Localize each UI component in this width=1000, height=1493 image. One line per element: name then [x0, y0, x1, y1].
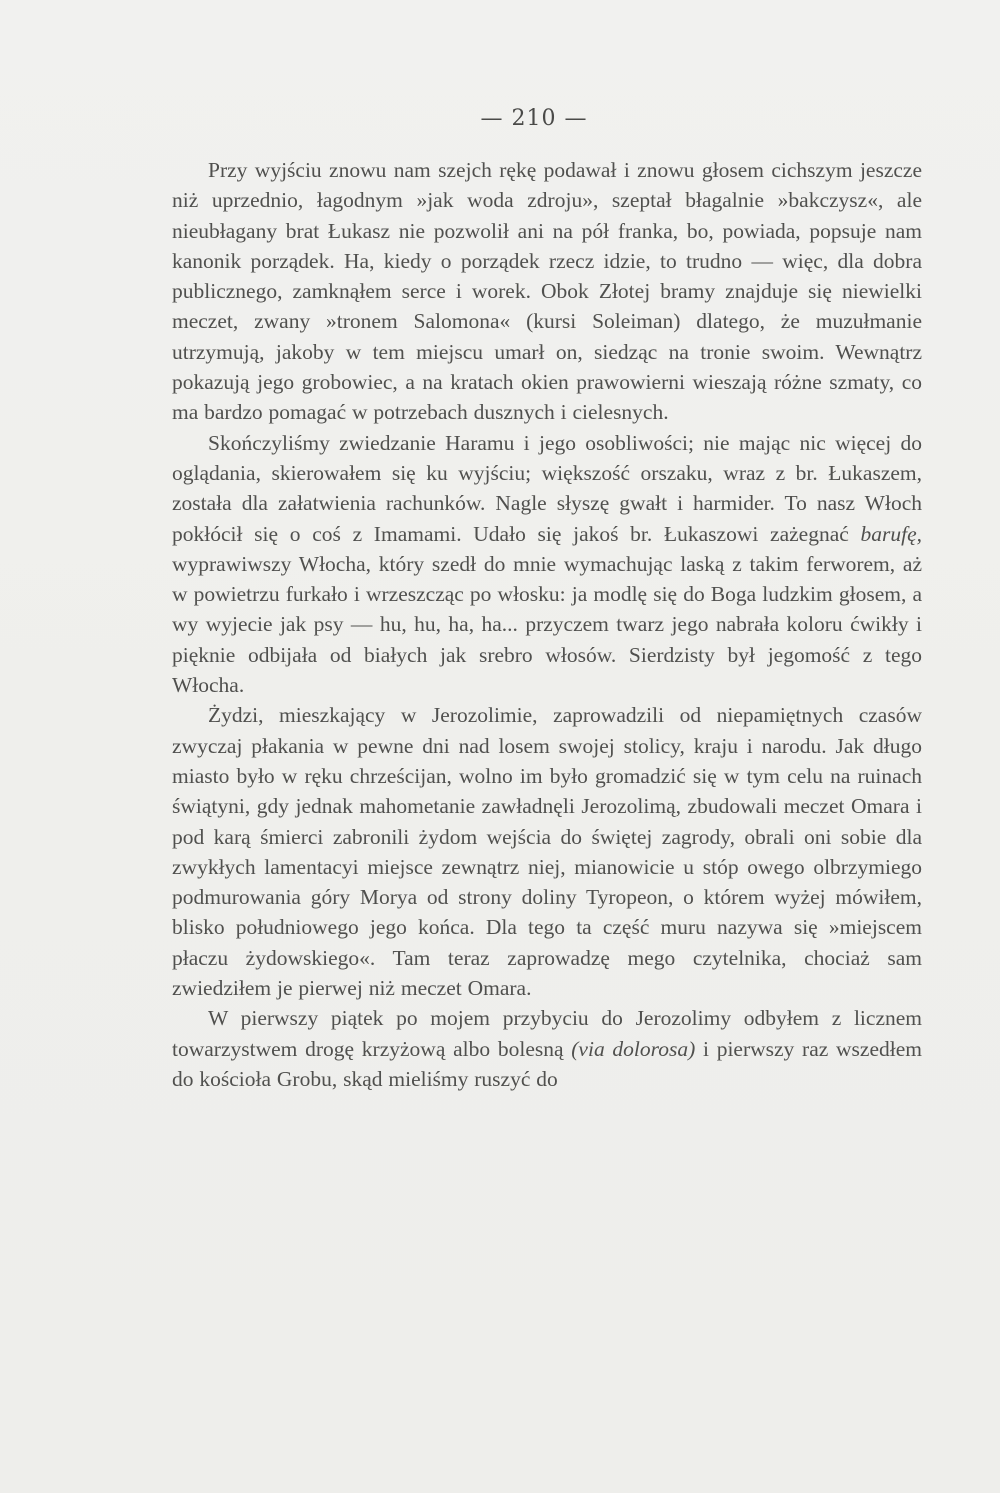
paragraph-4-italic: (via dolorosa) [571, 1036, 696, 1061]
paragraph-2-start: Skończyliśmy zwiedzanie Haramu i jego osobliwości; nie mając nic więcej do oglądania, skierowałem się ku wyjściu; większość orszaku, wraz z br. Łukaszem, została dla załatwienia rachunków. Nagle słyszę gwałt i harmider. To nasz Włoch pokłócił się o coś z Imamami. Udało się jakoś br. Łukaszowi zażegnać [172, 430, 922, 546]
paragraph-2-italic: barufę, [860, 521, 922, 546]
paragraph-3: Żydzi, mieszkający w Jerozolimie, zaprowadzili od niepamiętnych czasów zwyczaj płakania w pewne dni nad losem swojej stolicy, kraju i narodu. Jak długo miasto było w ręku chrześcijan, wolno im było gromadzić się w tym celu na ruinach świątyni, gdy jednak mahometanie zawładnęli Jerozolimą, zbudowali meczet Omara i pod karą śmierci zabronili żydom wejścia do świętej zagrody, obrali oni sobie dla zwykłych lamentacyi miejsce zewnątrz niej, mianowicie u stóp owego olbrzymiego podmurowania góry Morya od strony doliny Tyropeon, o którem wyżej mówiłem, blisko południowego jego końca. Dla tego ta część muru nazywa się »miejscem płaczu żydowskiego«. Tam teraz zaprowadzę mego czytelnika, chociaż sam zwiedziłem je pierwej niż meczet Omara. [172, 703, 922, 1001]
page-number: — 210 — [480, 106, 588, 131]
paragraph-4-start: W pierwszy piątek po mojem przybyciu do Jerozolimy odbyłem z licznem towarzystwem drogę krzyżową albo bolesną [172, 1006, 922, 1061]
body-text [172, 155, 922, 1094]
paragraph-4-rest: i pierwszy raz wszedłem do kościoła Grobu, skąd mieliśmy ruszyć do [172, 1036, 922, 1091]
paragraph-2-rest: wyprawiwszy Włocha, który szedł do mnie wymachując laską z takim ferworem, aż w powietrzu furkało i wrzeszcząc po włosku: ja modlę się do Boga ludzkim głosem, a wy wyjecie jak psy — hu, hu, ha, ha... przyczem twarz jego nabrała koloru ćwikły i pięknie odbijała od białych jak srebro włosów. Sierdzisty był jegomość z tego Włocha. [172, 551, 922, 698]
paragraph-2 [172, 428, 922, 701]
paragraph-4 [172, 1003, 922, 1094]
paragraph-1: Przy wyjściu znowu nam szejch rękę podawał i znowu głosem cichszym jeszcze niż uprzednio, łagodnym »jak woda zdroju», szeptał błagalnie »bakczysz«, ale nieubłagany brat Łukasz nie pozwolił ani na pół franka, bo, powiada, popsuje nam kanonik porządek. Ha, kiedy o porządek rzecz idzie, to trudno — więc, dla dobra publicznego, zamknąłem serce i worek. Obok Złotej bramy znajduje się niewielki meczet, zwany »tronem Salomona« (kursi Soleiman) dlatego, że muzułmanie utrzymują, jakoby w tem miejscu umarł on, siedząc na tronie swoim. Wewnątrz pokazują jego grobowiec, a na kratach okien prawowierni wieszają różne szmaty, co ma bardzo pomagać w potrzebach dusznych i cielesnych. [172, 158, 922, 425]
